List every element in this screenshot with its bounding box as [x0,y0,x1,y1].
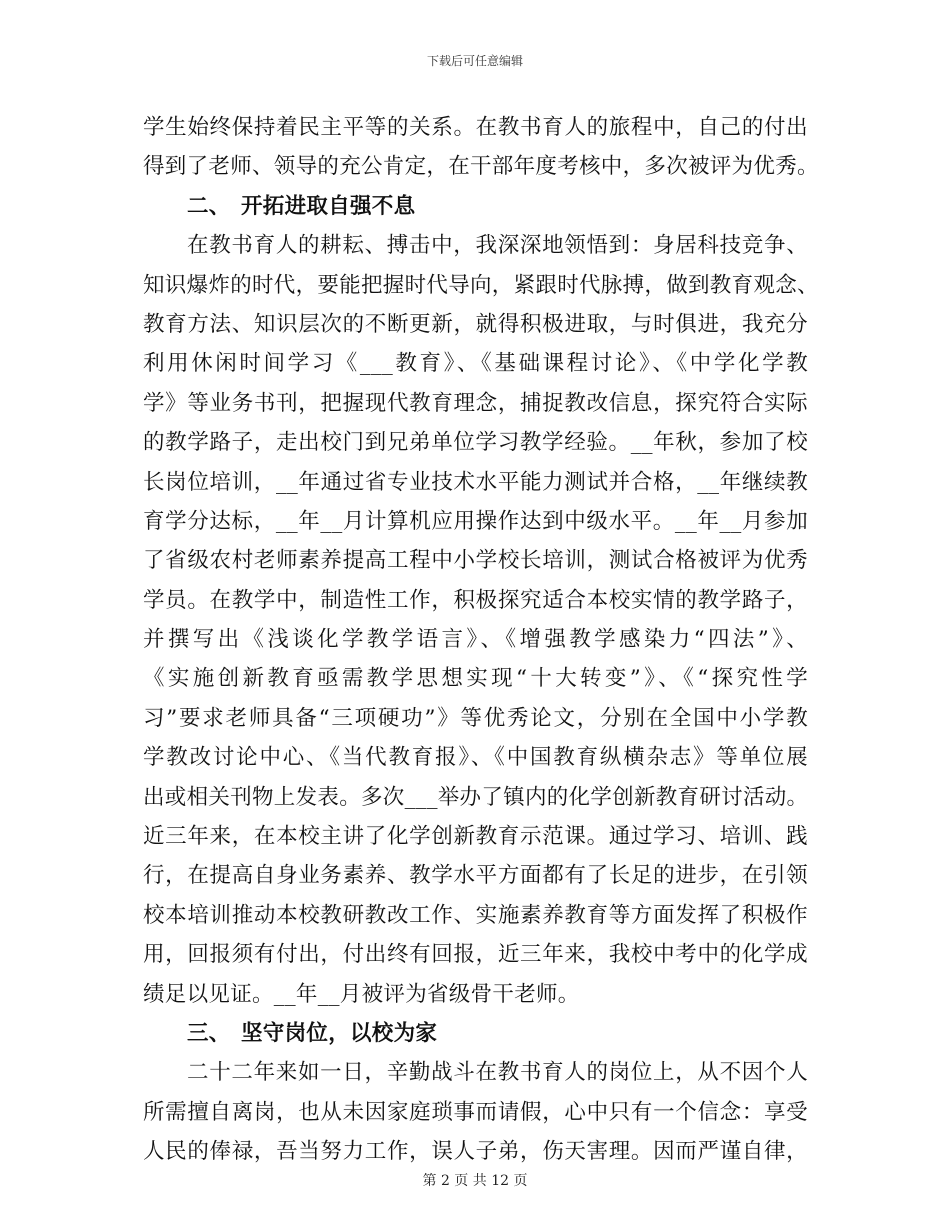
text-line: 学》等业务书刊，把握现代教育理念，捕捉教改信息，探究符合实际 [143,390,808,416]
text-line: 并撰写出《浅谈化学教学语言》、《增强教学感染力“四法”》、 [143,627,808,653]
text-line: 利用休闲时间学习《___教育》、《基础课程讨论》、《中学化学教 [143,351,808,377]
text-line: 《实施创新教育亟需教学思想实现“十大转变”》、《“探究性学 [143,666,808,692]
text-line: 教育方法、知识层次的不断更新，就得积极进取，与时俱进，我充分 [143,311,808,337]
page-header: 下载后可任意编辑 [426,54,523,68]
text-line: 长岗位培训，__年通过省专业技术水平能力测试并合格，__年继续教 [143,469,808,495]
text-line: 绩足以见证。__年__月被评为省级骨干老师。 [143,981,580,1007]
section-heading [143,1014,808,1053]
section-title: 开拓进取自强不息 [241,193,416,219]
text-line: 用，回报须有付出，付出终有回报，近三年来，我校中考中的化学成 [143,942,808,968]
text-line: 的教学路子，走出校门到兄弟单位学习教学经验。__年秋，参加了校 [143,430,808,456]
text-line: 得到了老师、领导的充公肯定，在干部年度考核中，多次被评为优秀。 [143,154,819,180]
page-footer: 第 2 页 共 12 页 [422,1173,528,1189]
document-body [143,108,819,1172]
text-line: 近三年来，在本校主讲了化学创新教育示范课。通过学习、培训、践 [143,824,808,850]
section-heading [143,187,808,226]
text-line: 出或相关刊物上发表。多次___举办了镇内的化学创新教育研讨活动。 [143,784,809,810]
text-line: 学生始终保持着民主平等的关系。在教书育人的旅程中，自己的付出 [143,115,808,140]
section-title: 坚守岗位，以校为家 [241,1020,438,1046]
text-line: 在教书育人的耕耘、搏击中，我深深地领悟到：身居科技竞争、 [187,233,808,259]
text-line: 学员。在教学中，制造性工作，积极探究适合本校实情的教学路子， [143,587,808,613]
section-number: 二、 [187,193,231,219]
text-line: 校本培训推动本校教研教改工作、实施素养教育等方面发挥了积极作 [143,902,808,928]
text-line: 二十二年来如一日，辛勤战斗在教书育人的岗位上，从不因个人 [187,1060,808,1086]
section-number: 三、 [187,1020,231,1046]
text-line: 育学分达标，__年__月计算机应用操作达到中级水平。__年__月参加 [143,508,808,534]
text-line: 了省级农村老师素养提高工程中小学校长培训，测试合格被评为优秀 [143,548,808,574]
text-line: 行，在提高自身业务素养、教学水平方面都有了长足的进步，在引领 [143,863,808,889]
text-line: 所需擅自离岗，也从未因家庭琐事而请假，心中只有一个信念：享受 [143,1099,808,1125]
text-line: 习”要求老师具备“三项硬功”》等优秀论文，分别在全国中小学教 [143,705,808,731]
text-line: 知识爆炸的时代，要能把握时代导向，紧跟时代脉搏，做到教育观念、 [143,272,819,298]
text-line: 人民的俸禄，吾当努力工作，误人子弟，伤天害理。因而严谨自律， [143,1139,808,1165]
text-line: 学教改讨论中心、《当代教育报》、《中国教育纵横杂志》等单位展 [143,745,808,771]
